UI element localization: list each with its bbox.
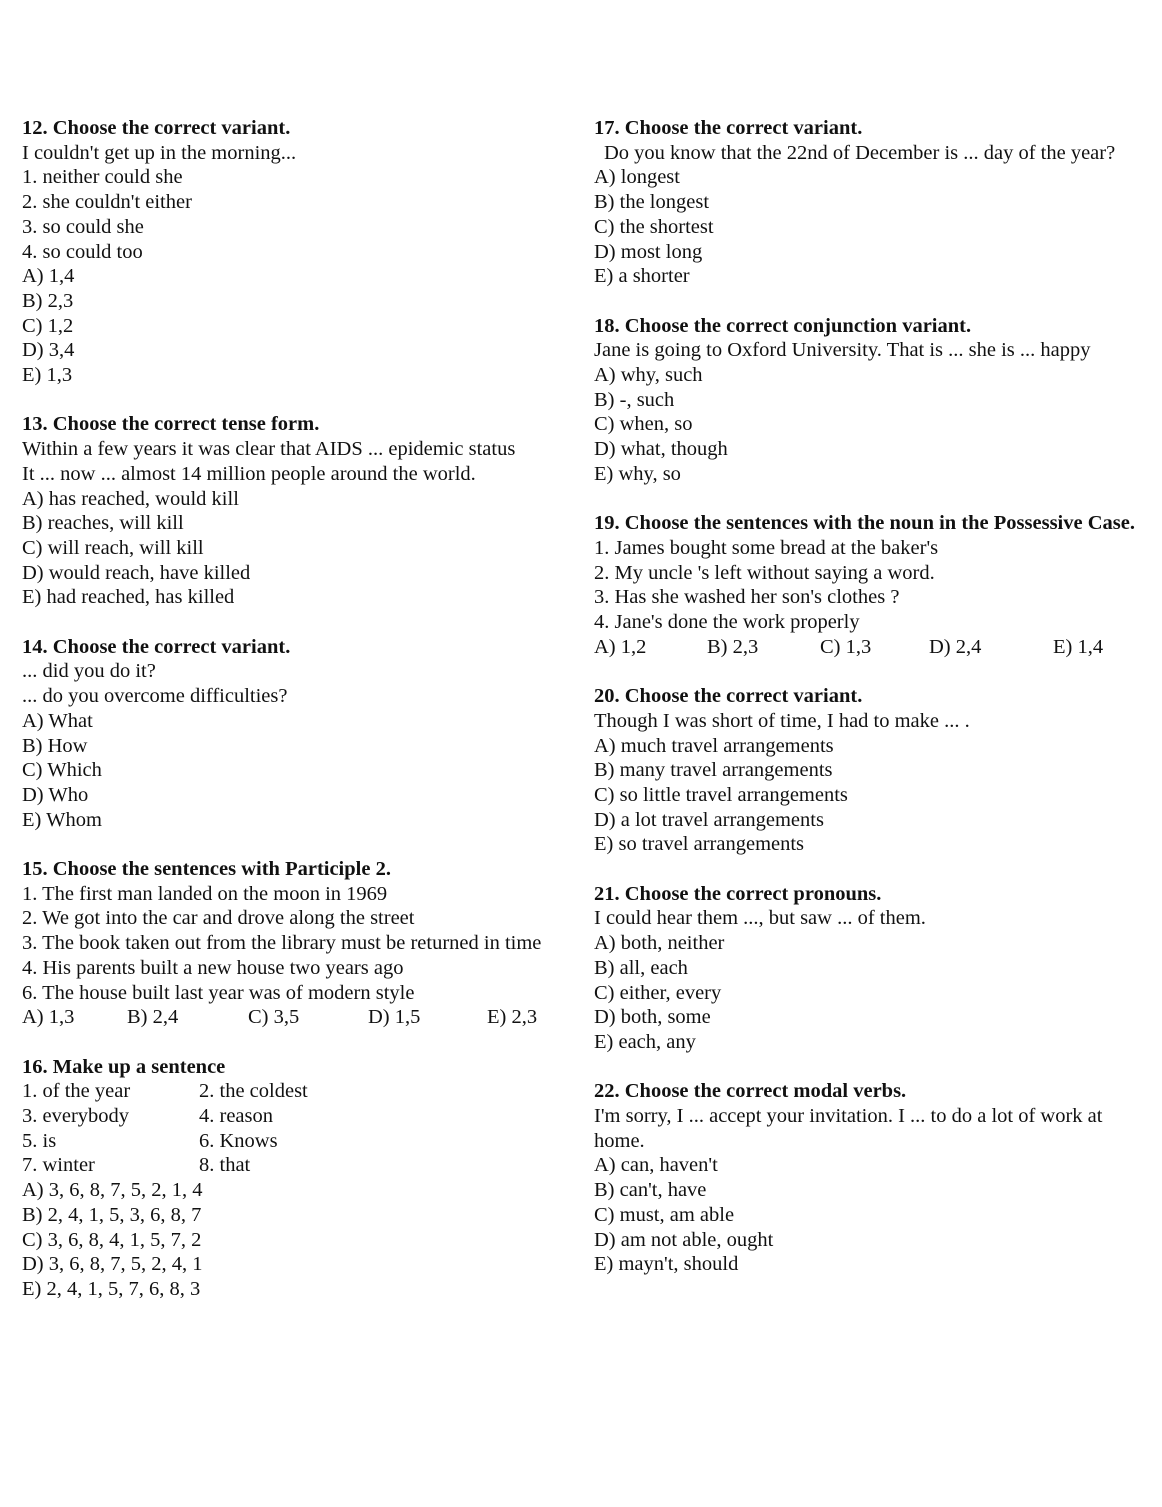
- answer-option: C) so little travel arrangements: [594, 783, 848, 806]
- answer-option: E) a shorter: [594, 265, 690, 288]
- question-stem: Within a few years it was clear that AIDS ... epidemic status: [22, 438, 516, 461]
- question-19: [594, 511, 1139, 659]
- answer-option: C) 3,5: [248, 1006, 300, 1029]
- question-stem: Though I was short of time, I had to make ... .: [594, 709, 970, 732]
- question-17: [594, 116, 1139, 289]
- question-stem: I could hear them ..., but saw ... of them.: [594, 907, 926, 930]
- answer-option: E) mayn't, should: [594, 1253, 739, 1276]
- answer-option: D) 3,4: [22, 339, 75, 362]
- answer-option: E) 1,3: [22, 364, 73, 387]
- list-item: 1. James bought some bread at the baker's: [594, 536, 939, 559]
- answer-option: A) 1,4: [22, 265, 75, 288]
- question-title: 20. Choose the correct variant.: [594, 685, 863, 708]
- answer-option: B) the longest: [594, 191, 710, 214]
- question-14: [22, 635, 562, 833]
- question-title: 21. Choose the correct pronouns.: [594, 882, 882, 905]
- word-item: 2. the coldest: [199, 1080, 308, 1103]
- question-15: [22, 857, 562, 1030]
- question-20: [594, 684, 1139, 857]
- answer-option: C) the shortest: [594, 215, 714, 238]
- answer-option: E) each, any: [594, 1030, 696, 1053]
- left-column: [22, 116, 562, 1302]
- list-item: 2. My uncle 's left without saying a word.: [594, 561, 935, 584]
- list-item: 4. so could too: [22, 240, 143, 263]
- question-title: 18. Choose the correct conjunction variant.: [594, 314, 972, 337]
- word-pair-row: [22, 1129, 562, 1154]
- question-21: [594, 882, 1139, 1055]
- answer-option: A) much travel arrangements: [594, 734, 834, 757]
- answer-option: A) can, haven't: [594, 1154, 718, 1177]
- list-item: 3. Has she washed her son's clothes ?: [594, 586, 900, 609]
- answer-option: E) so travel arrangements: [594, 833, 805, 856]
- answer-option: A) longest: [594, 166, 680, 189]
- question-title: 19. Choose the sentences with the noun in the Possessive Case.: [594, 512, 1135, 535]
- question-12: [22, 116, 562, 388]
- answer-option: D) a lot travel arrangements: [594, 808, 824, 831]
- question-title: 16. Make up a sentence: [22, 1055, 226, 1078]
- answer-option: E) Whom: [22, 808, 102, 831]
- answer-option: B) -, such: [594, 388, 675, 411]
- question-22: [594, 1079, 1139, 1277]
- answer-option: E) 2,3: [487, 1006, 538, 1029]
- answer-option: B) all, each: [594, 956, 688, 979]
- word-item: 7. winter: [22, 1154, 95, 1177]
- question-stem: ... did you do it?: [22, 660, 156, 683]
- answer-option: D) what, though: [594, 438, 728, 461]
- answer-option: D) 3, 6, 8, 7, 5, 2, 4, 1: [22, 1253, 203, 1276]
- answer-option: E) 1,4: [1053, 635, 1104, 658]
- answer-option: D) Who: [22, 783, 89, 806]
- answer-option: A) What: [22, 709, 93, 732]
- answer-option: B) How: [22, 734, 88, 757]
- list-item: 2. she couldn't either: [22, 191, 192, 214]
- answer-option: D) 2,4: [929, 635, 982, 658]
- question-title: 17. Choose the correct variant.: [594, 117, 863, 139]
- answer-option: D) both, some: [594, 1006, 711, 1029]
- answer-option: E) why, so: [594, 462, 681, 485]
- answer-option: A) why, such: [594, 364, 703, 387]
- question-title: 22. Choose the correct modal verbs.: [594, 1080, 907, 1103]
- list-item: 6. The house built last year was of modern style: [22, 981, 415, 1004]
- answer-option: C) Which: [22, 759, 102, 782]
- question-stem: I couldn't get up in the morning...: [22, 141, 297, 164]
- answer-option: C) will reach, will kill: [22, 536, 204, 559]
- answer-option: B) 2,4: [127, 1006, 179, 1029]
- question-16: [22, 1055, 562, 1302]
- list-item: 1. neither could she: [22, 166, 183, 189]
- answer-option: C) when, so: [594, 413, 693, 436]
- answer-option: A) 1,2: [594, 635, 647, 658]
- right-column: [594, 116, 1139, 1277]
- answer-option: C) 3, 6, 8, 4, 1, 5, 7, 2: [22, 1228, 202, 1251]
- word-pair-row: [22, 1079, 562, 1104]
- answer-option: B) 2,3: [707, 635, 759, 658]
- answer-option: A) has reached, would kill: [22, 487, 239, 510]
- question-title: 12. Choose the correct variant.: [22, 117, 291, 139]
- list-item: 4. His parents built a new house two years ago: [22, 956, 404, 979]
- question-13: [22, 412, 562, 610]
- answer-options-row: [22, 1005, 562, 1030]
- word-item: 3. everybody: [22, 1105, 130, 1128]
- word-item: 8. that: [199, 1154, 251, 1177]
- answer-option: D) would reach, have killed: [22, 561, 251, 584]
- answer-option: D) am not able, ought: [594, 1228, 774, 1251]
- answer-option: C) must, am able: [594, 1203, 735, 1226]
- question-stem: Do you know that the 22nd of December is ... day of the year?: [604, 141, 1116, 164]
- word-item: 4. reason: [199, 1105, 274, 1128]
- question-title: 14. Choose the correct variant.: [22, 635, 291, 658]
- answer-option: B) 2, 4, 1, 5, 3, 6, 8, 7: [22, 1203, 202, 1226]
- question-title: 15. Choose the sentences with Participle 2.: [22, 858, 391, 881]
- answer-option: B) many travel arrangements: [594, 759, 833, 782]
- word-item: 6. Knows: [199, 1129, 278, 1152]
- answer-option: A) 1,3: [22, 1006, 75, 1029]
- list-item: 4. Jane's done the work properly: [594, 611, 860, 634]
- answer-options-row: [594, 635, 1139, 660]
- question-stem: I'm sorry, I ... accept your invitation. I ... to do a lot of work at home.: [594, 1105, 1103, 1152]
- word-item: 5. is: [22, 1129, 57, 1152]
- list-item: 3. The book taken out from the library must be returned in time: [22, 932, 542, 955]
- answer-option: B) reaches, will kill: [22, 512, 184, 535]
- answer-option: A) both, neither: [594, 932, 725, 955]
- answer-option: E) had reached, has killed: [22, 586, 235, 609]
- answer-option: C) either, every: [594, 981, 722, 1004]
- question-stem: ... do you overcome difficulties?: [22, 685, 288, 708]
- question-stem: It ... now ... almost 14 million people around the world.: [22, 462, 476, 485]
- answer-option: B) can't, have: [594, 1179, 707, 1202]
- answer-option: C) 1,2: [22, 314, 74, 337]
- word-pair-row: [22, 1153, 562, 1178]
- answer-option: D) most long: [594, 240, 703, 263]
- question-18: [594, 314, 1139, 487]
- question-stem: Jane is going to Oxford University. That is ... she is ... happy: [594, 339, 1091, 362]
- word-item: 1. of the year: [22, 1080, 131, 1103]
- list-item: 1. The first man landed on the moon in 1969: [22, 882, 388, 905]
- answer-option: C) 1,3: [820, 635, 872, 658]
- answer-option: D) 1,5: [368, 1006, 421, 1029]
- answer-option: E) 2, 4, 1, 5, 7, 6, 8, 3: [22, 1277, 201, 1300]
- question-title: 13. Choose the correct tense form.: [22, 413, 320, 436]
- list-item: 2. We got into the car and drove along the street: [22, 907, 415, 930]
- answer-option: B) 2,3: [22, 289, 74, 312]
- answer-option: A) 3, 6, 8, 7, 5, 2, 1, 4: [22, 1179, 203, 1202]
- word-pair-row: [22, 1104, 562, 1129]
- list-item: 3. so could she: [22, 215, 144, 238]
